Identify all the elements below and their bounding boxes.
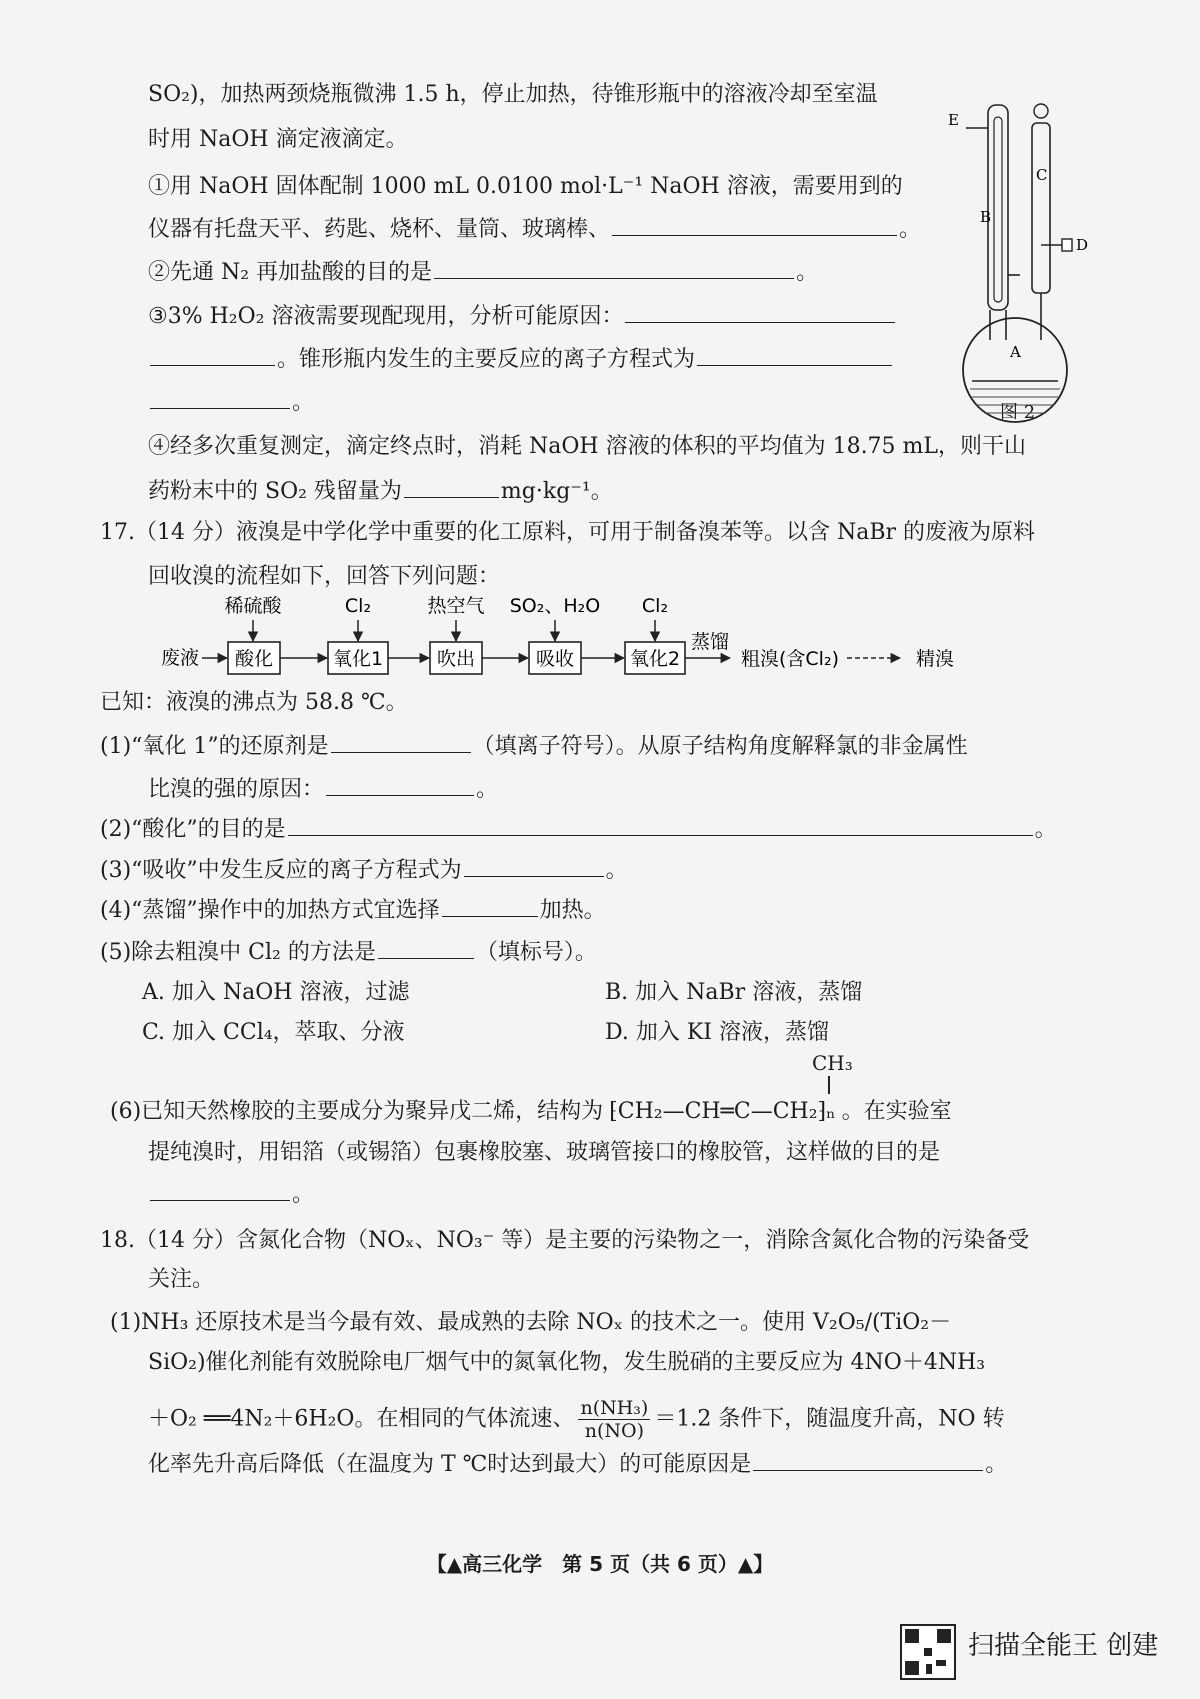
answer-blank[interactable] xyxy=(378,957,474,959)
answer-blank[interactable] xyxy=(697,364,892,366)
punct: 。 xyxy=(605,858,628,883)
q17-part4 xyxy=(100,896,606,926)
q16-sub1-line-2 xyxy=(148,215,921,245)
q18-part1-text: 化率先升高后降低（在温度为 T ℃时达到最大）的可能原因是 xyxy=(148,1452,752,1477)
option-b[interactable]: B. 加入 NaBr 溶液，蒸馏 xyxy=(605,980,863,1005)
label-c: C xyxy=(1036,166,1048,184)
answer-blank[interactable] xyxy=(625,321,895,323)
label-d: D xyxy=(1076,236,1089,254)
figure-caption: 图 2 xyxy=(1000,402,1036,423)
flow-pure: 精溴 xyxy=(915,648,955,670)
funnel-stopper xyxy=(1034,104,1048,118)
q16-sub2-text: ②先通 N₂ 再加盐酸的目的是 xyxy=(148,260,433,285)
page-footer: 【▲高三化学 第 5 页（共 6 页）▲】 xyxy=(426,1552,774,1576)
q16-line-2: 时用 NaOH 滴定液滴定。 xyxy=(148,127,408,152)
label-e: E xyxy=(948,111,959,129)
q17-stem: 17.（14 分）液溴是中学化学中重要的化工原料，可用于制备溴苯等。以含 NaBr 的废液为原料 xyxy=(100,520,1036,545)
tube-b xyxy=(990,310,1006,340)
q16-sub1-line: ①用 NaOH 固体配制 1000 mL 0.0100 mol·L⁻¹ NaOH 溶液，需要用到的 xyxy=(148,174,903,199)
answer-blank[interactable] xyxy=(434,277,794,279)
punct: 。 xyxy=(985,1452,1008,1477)
q16-sub3-line-3 xyxy=(148,388,314,418)
answer-blank[interactable] xyxy=(150,1199,290,1201)
q17-part6 xyxy=(110,1097,952,1127)
q17-part4-text-2: 加热。 xyxy=(539,898,606,923)
flow-box-label: 酸化 xyxy=(234,648,274,670)
q16-sub3-text: ③3% H₂O₂ 溶液需要现配现用，分析可能原因： xyxy=(148,304,624,329)
formula-methyl: CH₃ xyxy=(812,1051,853,1075)
q17-part6-text-2: 。在实验室 xyxy=(841,1099,952,1124)
q18-stem: 18.（14 分）含氮化合物（NOₓ、NO₃⁻ 等）是主要的污染物之一，消除含氮化合物的污染备受 xyxy=(100,1228,1030,1253)
ratio-numerator: n(NH₃) xyxy=(580,1397,649,1419)
answer-blank[interactable] xyxy=(464,875,604,877)
answer-blank[interactable] xyxy=(150,407,290,409)
q17-part1-text-3: 比溴的强的原因： xyxy=(148,777,325,802)
q18-stem-2: 关注。 xyxy=(148,1267,215,1292)
q17-part2-text: (2)“酸化”的目的是 xyxy=(100,817,286,842)
apparatus-figure xyxy=(940,95,1090,430)
q16-sub1-text: 仪器有托盘天平、药匙、烧杯、量筒、玻璃棒、 xyxy=(148,217,611,242)
label-a: A xyxy=(1010,343,1021,361)
answer-blank[interactable] xyxy=(150,364,275,366)
answer-blank[interactable] xyxy=(612,234,897,236)
ratio-fraction xyxy=(578,1397,650,1442)
polymer-formula: ⁅CH₂—CH═C—CH₂⁆ₙ xyxy=(609,1099,836,1124)
flow-box-label: 吹出 xyxy=(436,648,476,670)
formula-bond xyxy=(828,1076,830,1094)
q17-part1 xyxy=(100,732,968,762)
q16-sub3-text-2: 。锥形瓶内发生的主要反应的离子方程式为 xyxy=(277,347,696,372)
flow-crude: 粗溴(含Cl₂) xyxy=(741,648,839,670)
q18-part1-line-3 xyxy=(148,1397,1005,1442)
reagent-label: 稀硫酸 xyxy=(224,595,282,617)
label-b: B xyxy=(980,208,992,226)
q17-part6-line-2: 提纯溴时，用铝箔（或锡箔）包裹橡胶塞、玻璃管接口的橡胶管，这样做的目的是 xyxy=(148,1140,941,1165)
scanner-watermark: 扫描全能王 创建 xyxy=(968,1631,1159,1661)
option-a[interactable]: A. 加入 NaOH 溶液，过滤 xyxy=(142,980,410,1005)
q17-part1-line-2 xyxy=(148,775,498,805)
q16-sub4-line: ④经多次重复测定，滴定终点时，消耗 NaOH 溶液的体积的平均值为 18.75 mL，则干山 xyxy=(148,434,1027,459)
q16-sub3-line-2 xyxy=(148,345,894,375)
answer-blank[interactable] xyxy=(753,1469,983,1471)
q17-stem-2: 回收溴的流程如下，回答下列问题： xyxy=(148,564,501,589)
answer-blank[interactable] xyxy=(404,496,499,498)
q17-part4-text: (4)“蒸馏”操作中的加热方式宜选择 xyxy=(100,898,440,923)
q16-sub2-line xyxy=(148,258,818,288)
q16-unit: mg·kg⁻¹。 xyxy=(500,479,613,504)
q17-known: 已知：液溴的沸点为 58.8 ℃。 xyxy=(100,690,408,715)
answer-blank[interactable] xyxy=(326,794,474,796)
flow-distill-label: 蒸馏 xyxy=(690,631,730,653)
q16-sub3-line xyxy=(148,302,897,332)
option-c[interactable]: C. 加入 CCl₄，萃取、分液 xyxy=(142,1020,405,1045)
flow-box-label: 氧化2 xyxy=(629,648,681,670)
punct: 。 xyxy=(899,217,922,242)
process-flowchart xyxy=(150,592,980,682)
punct: 。 xyxy=(476,777,499,802)
punct: 。 xyxy=(292,1182,315,1207)
q16-sub4-line-2 xyxy=(148,477,613,507)
reagent-label: Cl₂ xyxy=(344,595,372,617)
funnel-c xyxy=(1032,123,1050,293)
q18-part1: (1)NH₃ 还原技术是当今最有效、最成熟的去除 NOₓ 的技术之一。使用 V₂O₅/(TiO₂－ xyxy=(110,1310,952,1335)
ratio-denominator: n(NO) xyxy=(584,1420,645,1442)
q17-part1-text-2: （填离子符号）。从原子结构角度解释氯的非金属性 xyxy=(472,734,968,759)
stopcock-d-valve xyxy=(1062,239,1072,251)
punct: 。 xyxy=(1034,817,1057,842)
reagent-label: SO₂、H₂O xyxy=(509,595,601,617)
qr-code-icon xyxy=(900,1624,956,1680)
q16-line-1: SO₂)，加热两颈烧瓶微沸 1.5 h，停止加热，待锥形瓶中的溶液冷却至室温 xyxy=(148,82,878,107)
q18-equation-text: ＋O₂ ══4N₂＋6H₂O。在相同的气体流速、 xyxy=(148,1406,575,1432)
q17-part6-text: (6)已知天然橡胶的主要成分为聚异戊二烯，结构为 xyxy=(110,1099,604,1124)
punct: 。 xyxy=(292,390,315,415)
q17-part2 xyxy=(100,815,1057,845)
reagent-label: 热空气 xyxy=(427,595,485,617)
condenser-inner xyxy=(994,117,1002,302)
q17-part5 xyxy=(100,938,597,968)
flow-box-label: 吸收 xyxy=(535,648,575,670)
answer-blank[interactable] xyxy=(288,834,1033,836)
reagent-label: Cl₂ xyxy=(641,595,669,617)
answer-blank[interactable] xyxy=(442,915,538,917)
q18-part1-line-4 xyxy=(148,1450,1007,1480)
answer-blank[interactable] xyxy=(331,751,471,753)
flow-start: 废液 xyxy=(160,647,200,669)
punct: 。 xyxy=(796,260,819,285)
flow-box-label: 氧化1 xyxy=(332,648,384,670)
q17-part5-text: (5)除去粗溴中 Cl₂ 的方法是 xyxy=(100,940,376,965)
q16-sub4-text: 药粉末中的 SO₂ 残留量为 xyxy=(148,479,402,504)
q18-part1-line-2: SiO₂)催化剂能有效脱除电厂烟气中的氮氧化物，发生脱硝的主要反应为 4NO＋4NH₃ xyxy=(148,1350,986,1375)
q17-part3-text: (3)“吸收”中发生反应的离子方程式为 xyxy=(100,858,462,883)
option-d[interactable]: D. 加入 KI 溶液，蒸馏 xyxy=(605,1020,829,1045)
q17-part6-line-3 xyxy=(148,1180,314,1210)
q17-part1-text: (1)“氧化 1”的还原剂是 xyxy=(100,734,329,759)
q17-part5-text-2: （填标号）。 xyxy=(475,940,597,965)
q17-part3 xyxy=(100,856,628,886)
q18-equation-text-2: ＝1.2 条件下，随温度升高，NO 转 xyxy=(654,1406,1005,1432)
